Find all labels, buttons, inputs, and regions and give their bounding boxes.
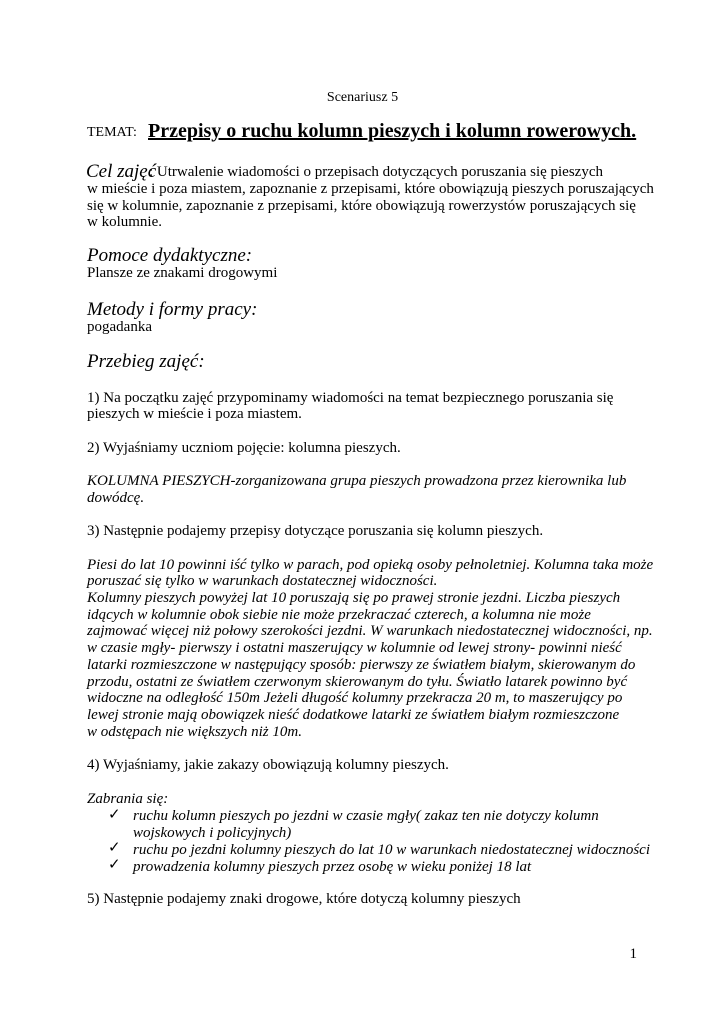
checkmark-icon: ✓ [108, 807, 121, 823]
prohibition-item: ruchu kolumn pieszych po jezdni w czasie mgły( zakaz ten nie dotyczy kolumn [133, 808, 599, 824]
step-2: 2) Wyjaśniamy uczniom pojęcie: kolumna pieszych. [87, 440, 401, 456]
rules-line: Kolumny pieszych powyżej lat 10 poruszają się po prawej stronie jezdni. Liczba pieszych [87, 590, 621, 606]
step-4: 4) Wyjaśniamy, jakie zakazy obowiązują kolumny pieszych. [87, 757, 449, 773]
course-heading: Przebieg zajęć: [87, 351, 205, 372]
step-1-line: 1) Na początku zajęć przypominamy wiadomości na temat bezpiecznego poruszania się [87, 390, 614, 406]
goal-text-line: w mieście i poza miastem, zapoznanie z przepisami, które obowiązują pieszych poruszających [87, 181, 654, 197]
prohibition-item: ruchu po jezdni kolumny pieszych do lat 10 w warunkach niedostatecznej widoczności [133, 842, 651, 858]
methods-heading: Metody i formy pracy: [87, 299, 258, 320]
rules-line: idących w kolumnie obok siebie nie może przekraczać czterech, a kolumna nie może [87, 607, 591, 623]
topic-label: TEMAT: [87, 125, 137, 140]
rules-line: przodu, ostatni ze światłem czerwonym skierowanym do tyłu. Światło latarek powinno być [87, 674, 628, 690]
prohibition-item-continued: wojskowych i policyjnych) [133, 825, 292, 841]
rules-line: w odstępach nie większych niż 10m. [87, 724, 302, 740]
checkmark-icon: ✓ [108, 840, 121, 856]
goal-heading: Cel zajęć [86, 161, 157, 182]
rules-line: widoczne na odległość 150m Jeżeli długość kolumny przekracza 20 m, to maszerujący po [87, 690, 623, 706]
page-number: 1 [629, 946, 637, 962]
prohibited-heading: Zabrania się: [87, 791, 169, 807]
rules-line: latarki rozmieszczone w następujący sposób: pierwszy ze światłem białym, skierowanym do [87, 657, 636, 673]
goal-text-line: się w kolumnie, zapoznanie z przepisami, które obowiązują rowerzystów poruszających się [87, 198, 636, 214]
step-5: 5) Następnie podajemy znaki drogowe, które dotyczą kolumny pieszych [87, 891, 521, 907]
definition-line: KOLUMNA PIESZYCH-zorganizowana grupa pieszych prowadzona przez kierownika lub [87, 473, 627, 489]
definition-line: dowódcę. [87, 490, 145, 506]
aids-heading: Pomoce dydaktyczne: [87, 245, 253, 266]
rules-line: Piesi do lat 10 powinni iść tylko w parach, pod opieką osoby pełnoletniej. Kolumna taka może [87, 557, 654, 573]
step-3: 3) Następnie podajemy przepisy dotyczące poruszania się kolumn pieszych. [87, 523, 544, 539]
step-1-line: pieszych w mieście i poza miastem. [87, 406, 302, 422]
topic-title: Przepisy o ruchu kolumn pieszych i kolumn rowerowych. [148, 120, 637, 142]
goal-text-line: : Utrwalenie wiadomości o przepisach dotyczących poruszania się pieszych [149, 164, 603, 180]
methods-text: pogadanka [87, 319, 152, 335]
rules-line: w czasie mgły- pierwszy i ostatni maszerujący w kolumnie od lewej strony- powinni nieść [87, 640, 622, 656]
prohibition-item: prowadzenia kolumny pieszych przez osobę w wieku poniżej 18 lat [133, 859, 532, 875]
aids-text: Plansze ze znakami drogowymi [87, 265, 278, 281]
scenario-header: Scenariusz 5 [326, 90, 399, 105]
rules-line: lewej stronie mają obowiązek nieść dodatkowe latarki ze światłem białym rozmieszczone [87, 707, 620, 723]
checkmark-icon: ✓ [108, 857, 121, 873]
rules-line: zajmować więcej niż połowy szerokości jezdni. W warunkach niedostatecznej widoczności, np. [87, 623, 653, 639]
goal-text-line: w kolumnie. [87, 214, 162, 230]
rules-line: poruszać się tylko w warunkach dostatecznej widoczności. [87, 573, 438, 589]
